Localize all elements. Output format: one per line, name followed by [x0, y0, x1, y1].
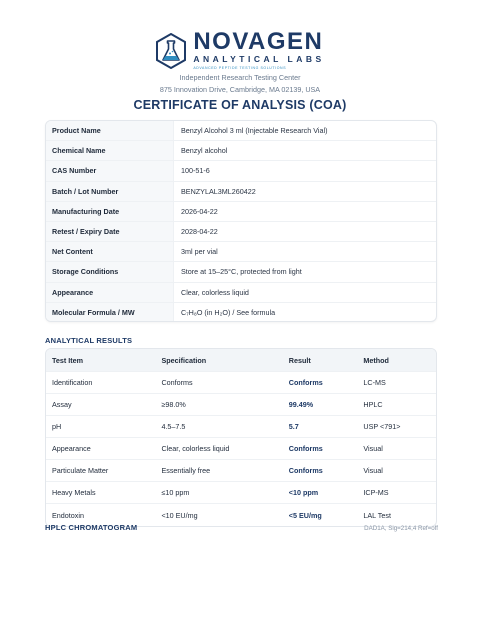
info-row [46, 262, 436, 282]
specification-cell: ≥98.0% [161, 400, 186, 409]
info-label: Net Content [46, 242, 174, 261]
brand-name: NOVAGEN [193, 28, 324, 55]
product-info-table [45, 120, 437, 322]
info-row [46, 283, 436, 303]
test-item-cell: Endotoxin [52, 510, 84, 520]
method-cell: Visual [363, 466, 383, 475]
info-value: 2026-04-22 [181, 206, 218, 216]
info-label: CAS Number [46, 161, 174, 180]
specification-cell: 4.5–7.5 [161, 422, 186, 431]
info-row [46, 182, 436, 202]
analytical-results-title: ANALYTICAL RESULTS [45, 336, 133, 345]
table-row [46, 460, 436, 482]
info-row [46, 242, 436, 262]
test-item-cell: Heavy Metals [52, 488, 96, 497]
info-row [46, 161, 436, 181]
result-cell: Conforms [288, 466, 323, 475]
info-label: Storage Conditions [46, 262, 174, 281]
info-row [46, 202, 436, 222]
info-value: 100-51-6 [181, 166, 210, 176]
specification-cell: Clear, colorless liquid [161, 444, 230, 453]
document-title: CERTIFICATE OF ANALYSIS (COA) [133, 98, 347, 112]
column-header: Method [363, 355, 389, 365]
table-row [46, 482, 436, 504]
info-label: Molecular Formula / MW [46, 303, 174, 322]
column-header: Test Item [52, 355, 84, 365]
info-value: BENZYLAL3ML260422 [181, 186, 256, 196]
address-line-1: Independent Research Testing Center [179, 73, 301, 82]
info-value: C₇H₈O (in H₂O) / See formula [181, 308, 276, 318]
test-item-cell: pH [52, 422, 62, 431]
result-cell: 5.7 [288, 422, 299, 431]
brand-subtitle: ANALYTICAL LABS [193, 54, 325, 64]
logo [0, 30, 480, 71]
info-value: Benzyl Alcohol 3 ml (Injectable Research Vial) [181, 126, 328, 136]
method-cell: USP <791> [363, 422, 401, 431]
info-value: 3ml per vial [181, 247, 218, 257]
info-value: Store at 15–25°C, protected from light [181, 267, 302, 277]
table-row [46, 372, 436, 394]
column-header: Result [288, 355, 311, 365]
info-label: Product Name [46, 121, 174, 140]
info-row [46, 121, 436, 141]
specification-cell: ≤10 ppm [161, 488, 190, 497]
address-line-2: 875 Innovation Drive, Cambridge, MA 02139, USA [159, 85, 321, 94]
method-cell: Visual [363, 444, 383, 453]
result-cell: <5 EU/mg [288, 510, 322, 520]
test-item-cell: Appearance [52, 444, 91, 453]
info-row [46, 141, 436, 161]
column-header: Specification [161, 355, 207, 365]
brand-tagline: ADVANCED PEPTIDE TESTING SOLUTIONS [193, 66, 287, 70]
result-cell: Conforms [288, 444, 323, 453]
info-value: 2028-04-22 [181, 227, 218, 237]
specification-cell: <10 EU/mg [161, 510, 198, 520]
method-cell: LC-MS [363, 378, 386, 387]
result-cell: 99.49% [288, 400, 314, 409]
method-cell: ICP-MS [363, 488, 389, 497]
info-label: Chemical Name [46, 141, 174, 160]
info-label: Appearance [46, 283, 174, 302]
result-cell: <10 ppm [288, 488, 319, 497]
specification-cell: Essentially free [161, 466, 211, 475]
info-label: Retest / Expiry Date [46, 222, 174, 241]
table-header-row [46, 349, 436, 372]
test-item-cell: Identification [52, 378, 93, 387]
result-cell: Conforms [288, 378, 323, 387]
lab-address [0, 72, 480, 96]
analytical-results-table [45, 348, 437, 527]
info-row [46, 303, 436, 322]
header [0, 30, 480, 71]
info-value: Benzyl alcohol [181, 146, 228, 156]
info-label: Batch / Lot Number [46, 182, 174, 201]
test-item-cell: Assay [52, 400, 72, 409]
hplc-chromatogram-title: HPLC CHROMATOGRAM [45, 523, 138, 532]
table-row [46, 394, 436, 416]
hplc-signal-note: DAD1A, Sig=214,4 Ref=off [364, 525, 438, 532]
table-row [46, 416, 436, 438]
flask-logo-icon [155, 33, 187, 69]
method-cell: LAL Test [363, 510, 391, 520]
info-label: Manufacturing Date [46, 202, 174, 221]
info-value: Clear, colorless liquid [181, 287, 249, 297]
method-cell: HPLC [363, 400, 383, 409]
info-row [46, 222, 436, 242]
test-item-cell: Particulate Matter [52, 466, 109, 475]
table-row [46, 438, 436, 460]
specification-cell: Conforms [161, 378, 193, 387]
